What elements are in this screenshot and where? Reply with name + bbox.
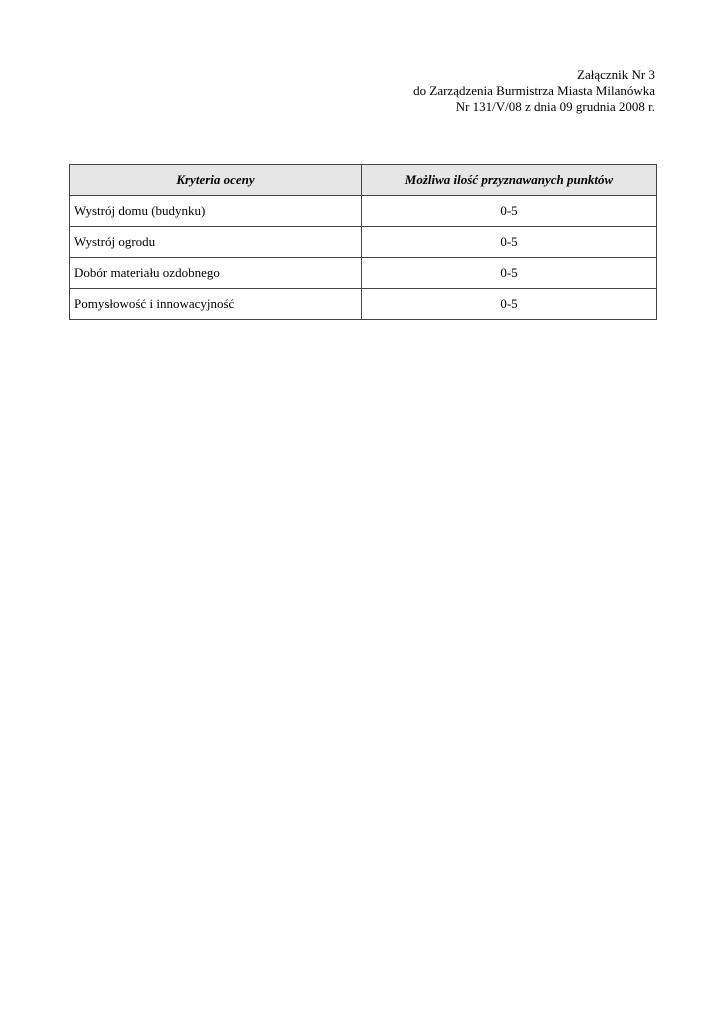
table-row [70,227,657,258]
column-header-criteria: Kryteria oceny [70,165,362,196]
attachment-header [413,67,655,115]
criterion-cell: Pomysłowość i innowacyjność [70,289,362,320]
table-row [70,196,657,227]
criterion-cell: Dobór materiału ozdobnego [70,258,362,289]
points-cell: 0-5 [362,196,657,227]
points-cell: 0-5 [362,289,657,320]
points-cell: 0-5 [362,258,657,289]
criterion-cell: Wystrój domu (budynku) [70,196,362,227]
ordinance-reference: do Zarządzenia Burmistrza Miasta Milanówka [413,83,655,98]
table-header-row [70,165,657,196]
attachment-number: Załącznik Nr 3 [577,67,655,82]
points-cell: 0-5 [362,227,657,258]
table-row [70,289,657,320]
column-header-points: Możliwa ilość przyznawanych punktów [362,165,657,196]
table-row [70,258,657,289]
criteria-table [69,164,657,320]
ordinance-date: Nr 131/V/08 z dnia 09 grudnia 2008 r. [455,99,655,114]
criterion-cell: Wystrój ogrodu [70,227,362,258]
